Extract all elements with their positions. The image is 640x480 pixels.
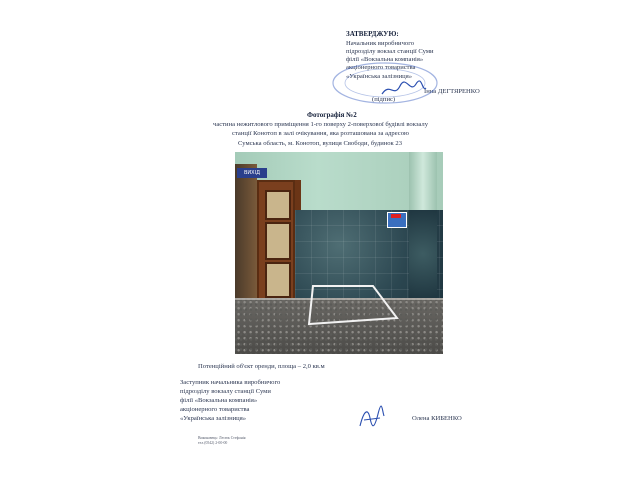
signature-icon [380,78,428,100]
footer-line-1: Заступник начальника виробничого [180,379,281,386]
photo-caption: Потенційний об'єкт оренди, площа – 2,0 кв.м [198,363,325,370]
approval-line-2: підрозділу вокзал станції Суми [346,48,434,55]
approval-sign-caption: (підпис) [372,96,396,103]
photo-desc-line-1: частина нежитлового приміщення 1-го поверху 2-поверхової будівлі вокзалу [213,121,429,128]
footer-signature-icon [356,404,386,432]
approval-line-4: акціонерного товариства [346,64,416,71]
approval-title: ЗАТВЕРДЖУЮ: [346,30,399,38]
approval-line-5: «Українська залізниця» [346,73,413,80]
photo-desc-line-3: Сумська область, м. Конотоп, вулиця Свободи, будинок 23 [238,140,403,147]
photo-desc-line-2: станції Конотоп в залі очікування, яка розташована за адресою [232,130,409,137]
marked-rental-area [235,152,443,354]
photo-title: Фотографія №2 [307,111,357,119]
tiny-note-line-2: тел.(0542) 2-00-00 [198,441,228,445]
approval-line-3: філії «Вокзальна компанія» [346,56,424,63]
exit-sign: ВИХІД [237,168,267,178]
footer-line-4: акціонерного товариства [180,406,250,413]
footer-name: Олена КИБЕНКО [412,415,462,422]
tiny-note-line-1: Виконавець: Лесюк Стефанія [198,436,246,440]
approval-line-1: Начальник виробничого [346,40,415,47]
footer-line-3: філії «Вокзальна компанія» [180,397,258,404]
footer-line-2: підрозділу вокзалу станції Суми [180,388,271,395]
footer-line-5: «Українська залізниця» [180,415,247,422]
station-waiting-room-photo [235,152,443,354]
approval-name: Інна ДЕГТЯРЕНКО [424,88,480,95]
